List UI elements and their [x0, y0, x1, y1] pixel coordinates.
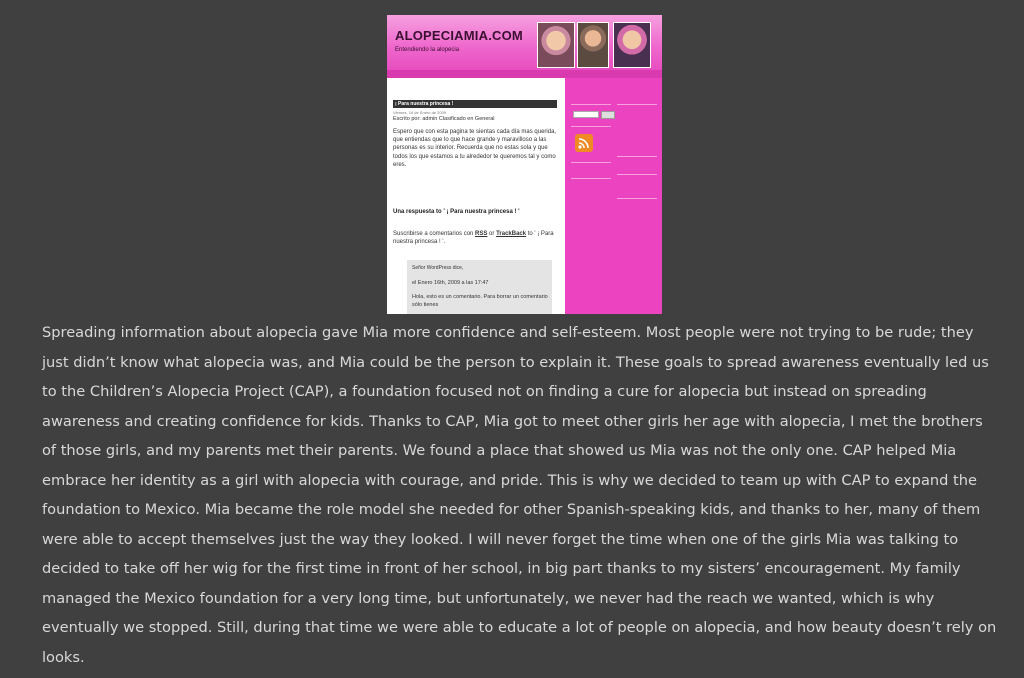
comment-date: el Enero 16th, 2009 a las 17:47 — [412, 280, 489, 286]
sidebar-divider — [617, 174, 657, 175]
comment-author: Señor WordPress dice, — [412, 265, 464, 271]
comment-text: Hola, esto es un comentario. Para borrar un comentario sólo tienes — [412, 294, 548, 308]
rss-icon — [575, 134, 593, 152]
sidebar-divider — [571, 178, 611, 179]
sidebar-divider — [571, 162, 611, 163]
header-photos — [535, 19, 657, 67]
post-meta: Viernes, 16 de Enero de 2009 — [393, 110, 447, 115]
child-photo-2 — [577, 22, 609, 68]
sidebar-divider — [617, 156, 657, 157]
sidebar-divider — [571, 104, 611, 105]
post-content — [387, 78, 565, 314]
site-title: ALOPECIAMIA.COM — [395, 28, 523, 43]
child-photo-1 — [537, 22, 575, 68]
search-button — [601, 111, 615, 119]
sidebar-divider — [617, 104, 657, 105]
subscribe-line — [393, 230, 558, 246]
search-field — [573, 111, 599, 118]
rss-link: RSS — [475, 231, 488, 237]
website-screenshot-image — [387, 15, 662, 314]
reply-heading: Una respuesta to ' ¡ Para nuestra princesa ! ' — [393, 209, 520, 215]
sidebar-divider — [571, 126, 611, 127]
trackback-link: TrackBack — [496, 231, 527, 237]
sidebar — [565, 78, 662, 314]
article-paragraph: Spreading information about alopecia gave Mia more confidence and self-esteem. Most people were not trying to be rude; they just didn’t know what alopecia was, and Mia could be the person to explain it. These goals to spread awareness eventually led us to the Children’s Alopecia Project (CAP), a foundation focused not on finding a cure for alopecia but instead on spreading awareness and creating confidence for kids. Thanks to CAP, Mia got to meet other girls her age with alopecia, I met the brothers of those girls, and my parents met their parents. We found a place that showed us Mia was not the only one. CAP helped Mia embrace her identity as a girl with alopecia with courage, and pride. This is why we decided to team up with CAP to expand the foundation to Mexico. Mia became the role model she needed for other Spanish-speaking kids, and thanks to her, many of them were able to accept themselves just the way they looked. I will never forget the time when one of the girls Mia was talking to decided to take off her wig for the first time in front of her school, in big part thanks to my sisters’ encouragement. My family managed the Mexico foundation for a very long time, but unfortunately, we never had the reach we wanted, which is why eventually we stopped. Still, during that time we were able to educate a lot of people on alopecia, and how beauty doesn’t rely on looks. — [42, 324, 997, 666]
comment-box — [407, 260, 552, 314]
site-header — [387, 15, 662, 70]
subscribe-prefix: Suscribirse a comentarios con — [393, 231, 476, 237]
child-photo-3 — [613, 22, 651, 68]
site-subtitle: Entendiendo la alopecia — [395, 47, 460, 53]
site-nav-bar — [387, 70, 662, 78]
post-author-line: Escrito por: admin Clasificado en General — [393, 116, 495, 122]
subscribe-suffix: to ' ¡ Para nuestra princesa ! '. — [393, 231, 554, 245]
post-title: ¡ Para nuestra princesa ! — [393, 100, 557, 108]
post-body: Espero que con esta pagina te sientas cada día mas querida, que entiendas que lo que hace grande y maravilloso a las personas es su interior. Recuerda que no estas sola y que todos los que estamos a tu alrededor te queremos tal y como eres. — [393, 129, 557, 168]
sidebar-divider — [617, 198, 657, 199]
subscribe-or: or — [487, 231, 497, 237]
